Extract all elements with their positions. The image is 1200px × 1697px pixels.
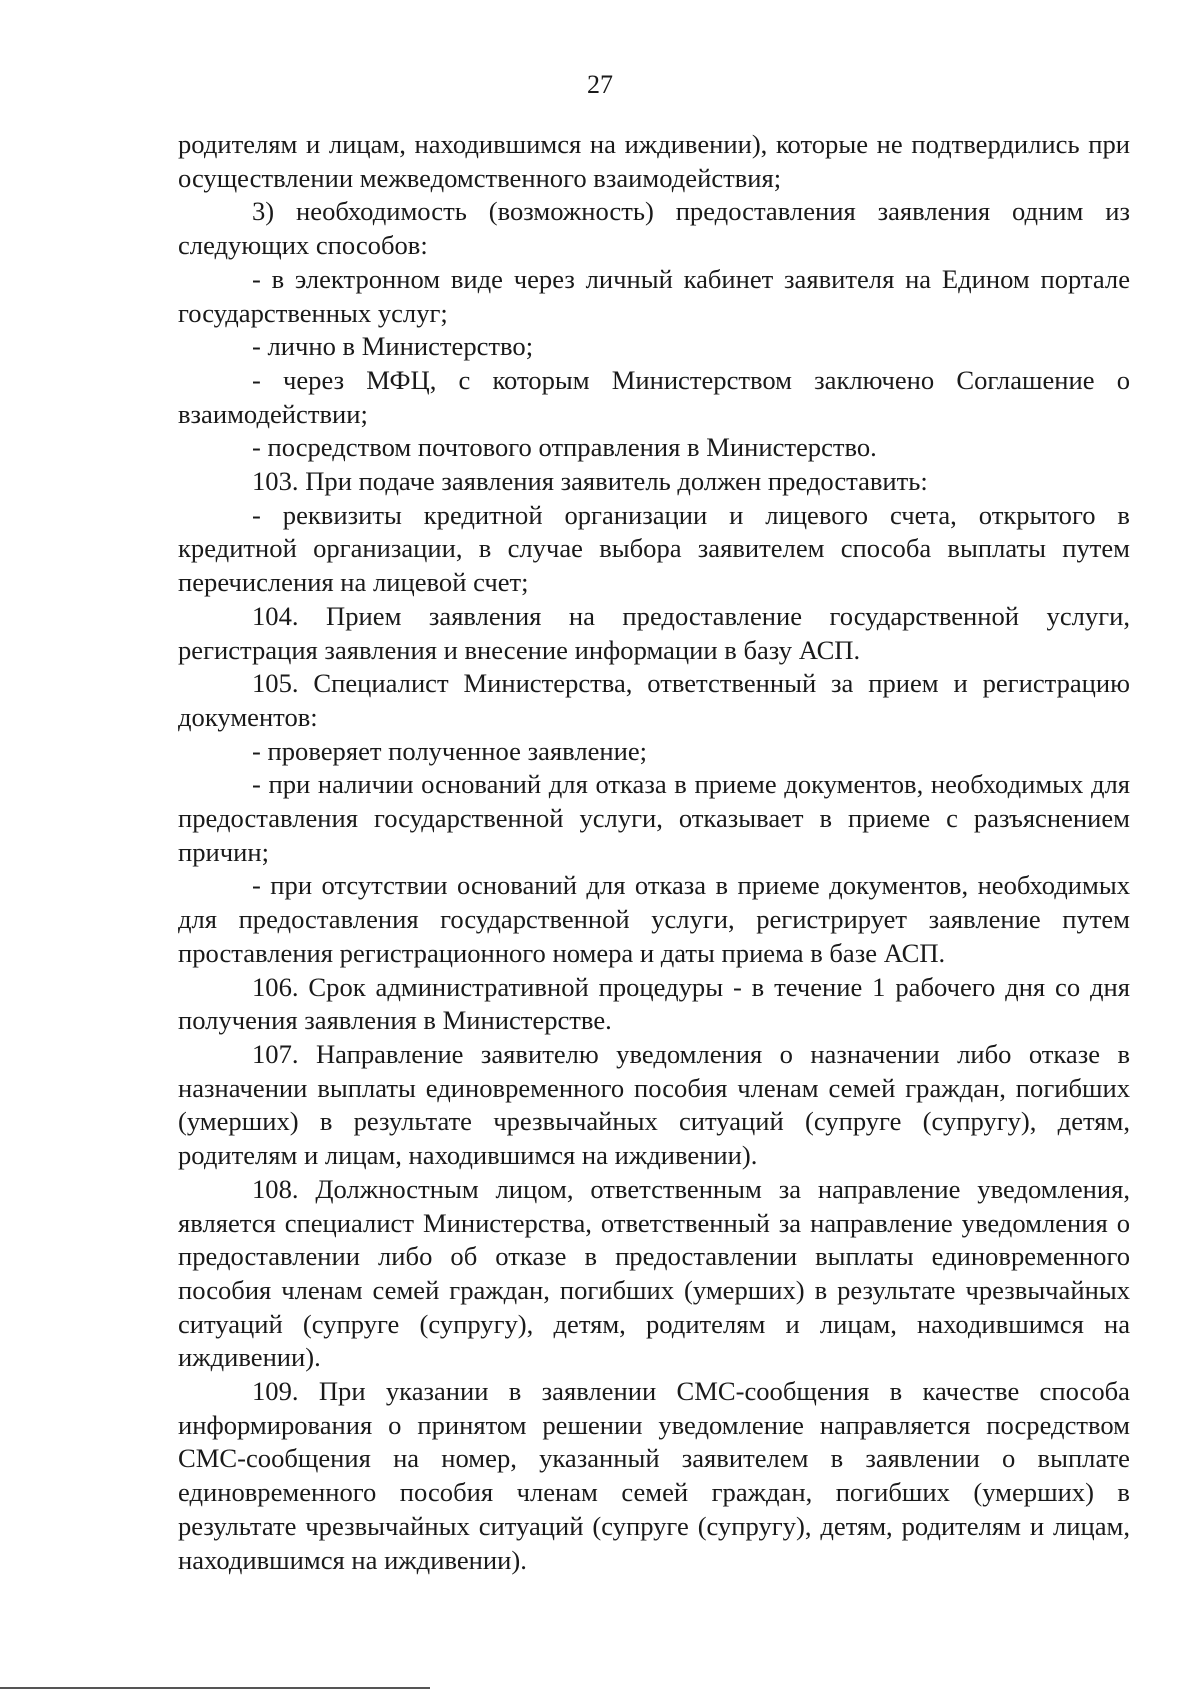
paragraph-bullet-ministry: - лично в Министерство; — [252, 331, 534, 362]
paragraph-bullet-epgu: - в электронном виде через личный кабинет заявителя на Едином портале государственных услуг; — [178, 263, 1130, 328]
scan-artifact-line — [0, 1687, 430, 1689]
document-body — [178, 128, 1130, 1577]
paragraph-108: 108. Должностным лицом, ответственным за направление уведомления, является специалист Министерства, ответственный за направление уведомления о предоставлении либо об отказе в предоставлении выплаты единовременного пособия членам семей граждан, погибших (умерших) в результате чрезвычайных ситуаций (супруге (супругу), детям, родителям и лицам, находившимся на иждивении). — [178, 1173, 1130, 1373]
paragraph-bullet-refuse: - при наличии оснований для отказа в приеме документов, необходимых для предоставления государственной услуги, отказывает в приеме с разъяснением причин; — [178, 769, 1130, 867]
paragraph-bullet-bank-details: - реквизиты кредитной организации и лицевого счета, открытого в кредитной организации, в случае выбора заявителем способа выплаты путем перечисления на лицевой счет; — [178, 499, 1130, 598]
paragraph-item-3: 3) необходимость (возможность) предоставления заявления одним из следующих способов: — [178, 196, 1130, 261]
paragraph-bullet-post: - посредством почтового отправления в Министерство. — [252, 432, 877, 463]
page-number: 27 — [587, 70, 613, 99]
paragraph-105: 105. Специалист Министерства, ответственный за прием и регистрацию документов: — [178, 668, 1130, 732]
paragraph-bullet-check: - проверяет полученное заявление; — [252, 735, 648, 766]
paragraph-106: 106. Срок административной процедуры - в течение 1 рабочего дня со дня получения заявления в Министерстве. — [178, 971, 1130, 1036]
paragraph-103: 103. При подаче заявления заявитель должен предоставить: — [252, 466, 928, 497]
paragraph-109: 109. При указании в заявлении СМС-сообщения в качестве способа информирования о принятом решении уведомление направляется посредством СМС-сообщения на номер, указанный заявителем в заявлении о выплате единовременного пособия членам семей граждан, погибших (умерших) в результате чрезвычайных ситуаций (супруге (супругу), детям, родителям и лицам, находившимся на иждивении). — [178, 1376, 1130, 1575]
paragraph-bullet-mfc: - через МФЦ, с которым Министерством заключено Соглашение о взаимодействии; — [178, 364, 1130, 429]
paragraph-104: 104. Прием заявления на предоставление государственной услуги, регистрация заявления и внесение информации в базу АСП. — [178, 600, 1130, 665]
paragraph-bullet-register: - при отсутствии оснований для отказа в приеме документов, необходимых для предоставления государственной услуги, регистрирует заявление путем проставления регистрационного номера и даты приема в базе АСП. — [178, 870, 1130, 968]
paragraph-107: 107. Направление заявителю уведомления о назначении либо отказе в назначении выплаты единовременного пособия членам семей граждан, погибших (умерших) в результате чрезвычайных ситуаций (супруге (супругу), детям, родителям и лицам, находившимся на иждивении). — [178, 1038, 1130, 1171]
paragraph-continuation: родителям и лицам, находившимся на иждивении), которые не подтвердились при осуществлении межведомственного взаимодействия; — [178, 129, 1130, 193]
